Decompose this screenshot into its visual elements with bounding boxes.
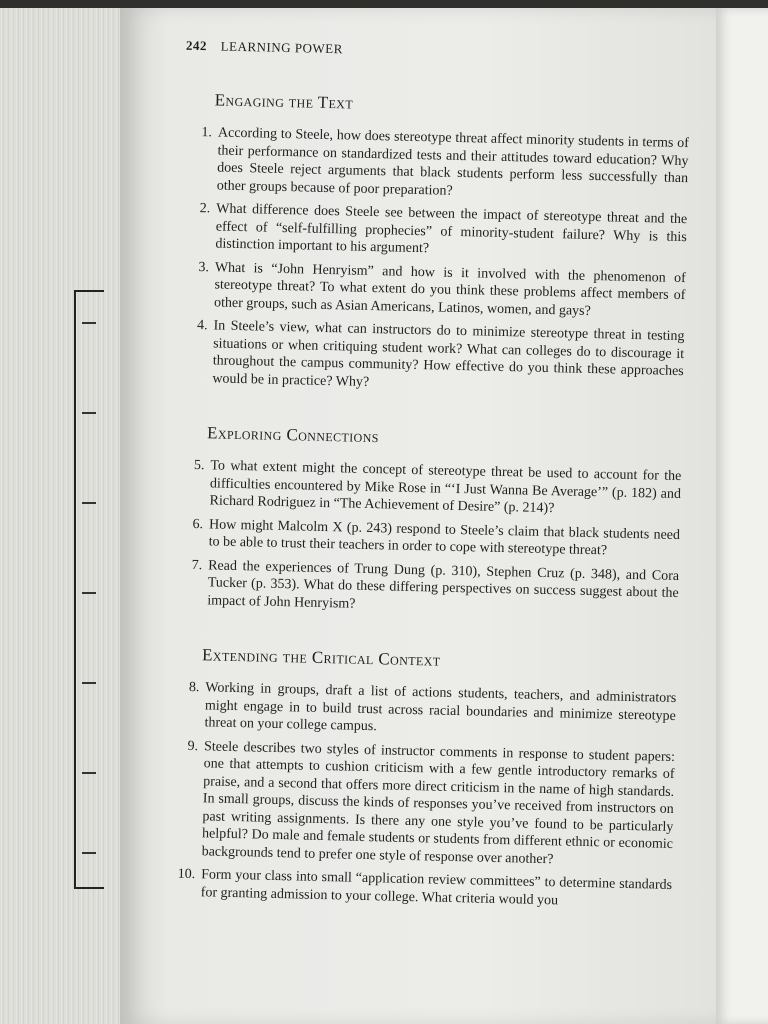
section-heading: Exploring Connections: [206, 423, 380, 447]
question-number: 8.: [188, 679, 200, 696]
question-number: 4.: [196, 318, 208, 334]
section-extending: [167, 645, 678, 912]
facing-page-illustration: [74, 290, 104, 889]
question-number: 6.: [192, 516, 204, 532]
question-number: 10.: [177, 866, 196, 883]
question-item: [175, 515, 681, 561]
question-item: [178, 317, 684, 398]
page-edges: [0, 8, 140, 1024]
question-item: [167, 737, 675, 871]
question-item: [170, 679, 676, 743]
question-text: What difference does Steele see between the impact of stereotype threat and the effect of “self-fulfilling prophecies” of minority-student failure? Why is this distinction important to his argument?: [215, 201, 688, 257]
section-engaging: [178, 90, 690, 398]
question-number: 3.: [198, 259, 210, 275]
question-number: 5.: [193, 458, 205, 474]
question-item: [181, 200, 687, 264]
running-title: LEARNING POWER: [220, 38, 344, 57]
question-number: 7.: [191, 557, 203, 573]
question-item: [167, 866, 673, 912]
question-text: Steele describes two styles of instructor comments in response to student papers: one that attempts to cushion criticism with a few gentle introductory remarks of praise, and a second that offers more direct criticism in the name of high standards. In small groups, discuss the kinds of responses you’ve received from instructors on past writing assignments. Is there any one style you’ve found to be particularly helpful? Do male and female students or students from different ethnic or economic backgrounds tend to prefer one style of response over another?: [201, 738, 676, 867]
adjacent-page: [716, 8, 768, 1024]
question-item: [180, 258, 686, 322]
question-item: [173, 556, 679, 620]
question-text: What is “John Henryism” and how is it involved with the phenomenon of stereotype threat? To what extent do you think these problems affect members of other groups, such as Asian Americans, Latinos, women, and gays?: [213, 259, 686, 319]
question-number: 9.: [187, 738, 199, 754]
question-text: How might Malcolm X (p. 243) respond to Steele’s claim that black students need to be able to trust their teachers in order to cope with stereotype threat?: [208, 516, 681, 559]
page-number: 242: [185, 37, 208, 54]
question-text: Working in groups, draft a list of actions students, teachers, and administrators might engage in to build trust across racial boundaries and minimize stereotype threat on your college campus.: [204, 680, 677, 735]
question-text: Form your class into small “application review committees” to determine standards for granting admission to your college. What criteria would you: [200, 867, 673, 908]
question-item: [183, 124, 689, 205]
question-number: 2.: [199, 201, 211, 217]
question-text: To what extent might the concept of stereotype threat be used to account for the difficulties encountered by Mike Rose in “‘I Just Wanna Be Average’” (p. 182) and Richard Rodriguez in “The Achievement of Desire” (p. 214)?: [209, 458, 682, 517]
question-number: 1.: [201, 125, 213, 141]
section-heading: Extending the Critical Context: [201, 645, 441, 670]
question-text: Read the experiences of Trung Dung (p. 310), Stephen Cruz (p. 348), and Cora Tucker (p. 353). What do these differing perspectives on success suggest about the impact of John Henryism?: [207, 557, 680, 612]
question-text: In Steele’s view, what can instructors do to minimize stereotype threat in testing situations or when critiquing student work? What can colleges do to discourage it throughout the campus community? How effective do you think these approaches would be in practice? Why?: [212, 318, 685, 390]
section-heading: Engaging the Text: [214, 90, 354, 113]
page-content: [164, 38, 691, 1024]
section-exploring: [173, 423, 682, 620]
question-text: According to Steele, how does stereotype threat affect minority students in terms of their performance on standardized tests and their attitudes toward education? Why does Steele reject arguments that black students perform less successfully than other groups because of poor preparation?: [216, 125, 690, 199]
question-item: [175, 457, 681, 521]
